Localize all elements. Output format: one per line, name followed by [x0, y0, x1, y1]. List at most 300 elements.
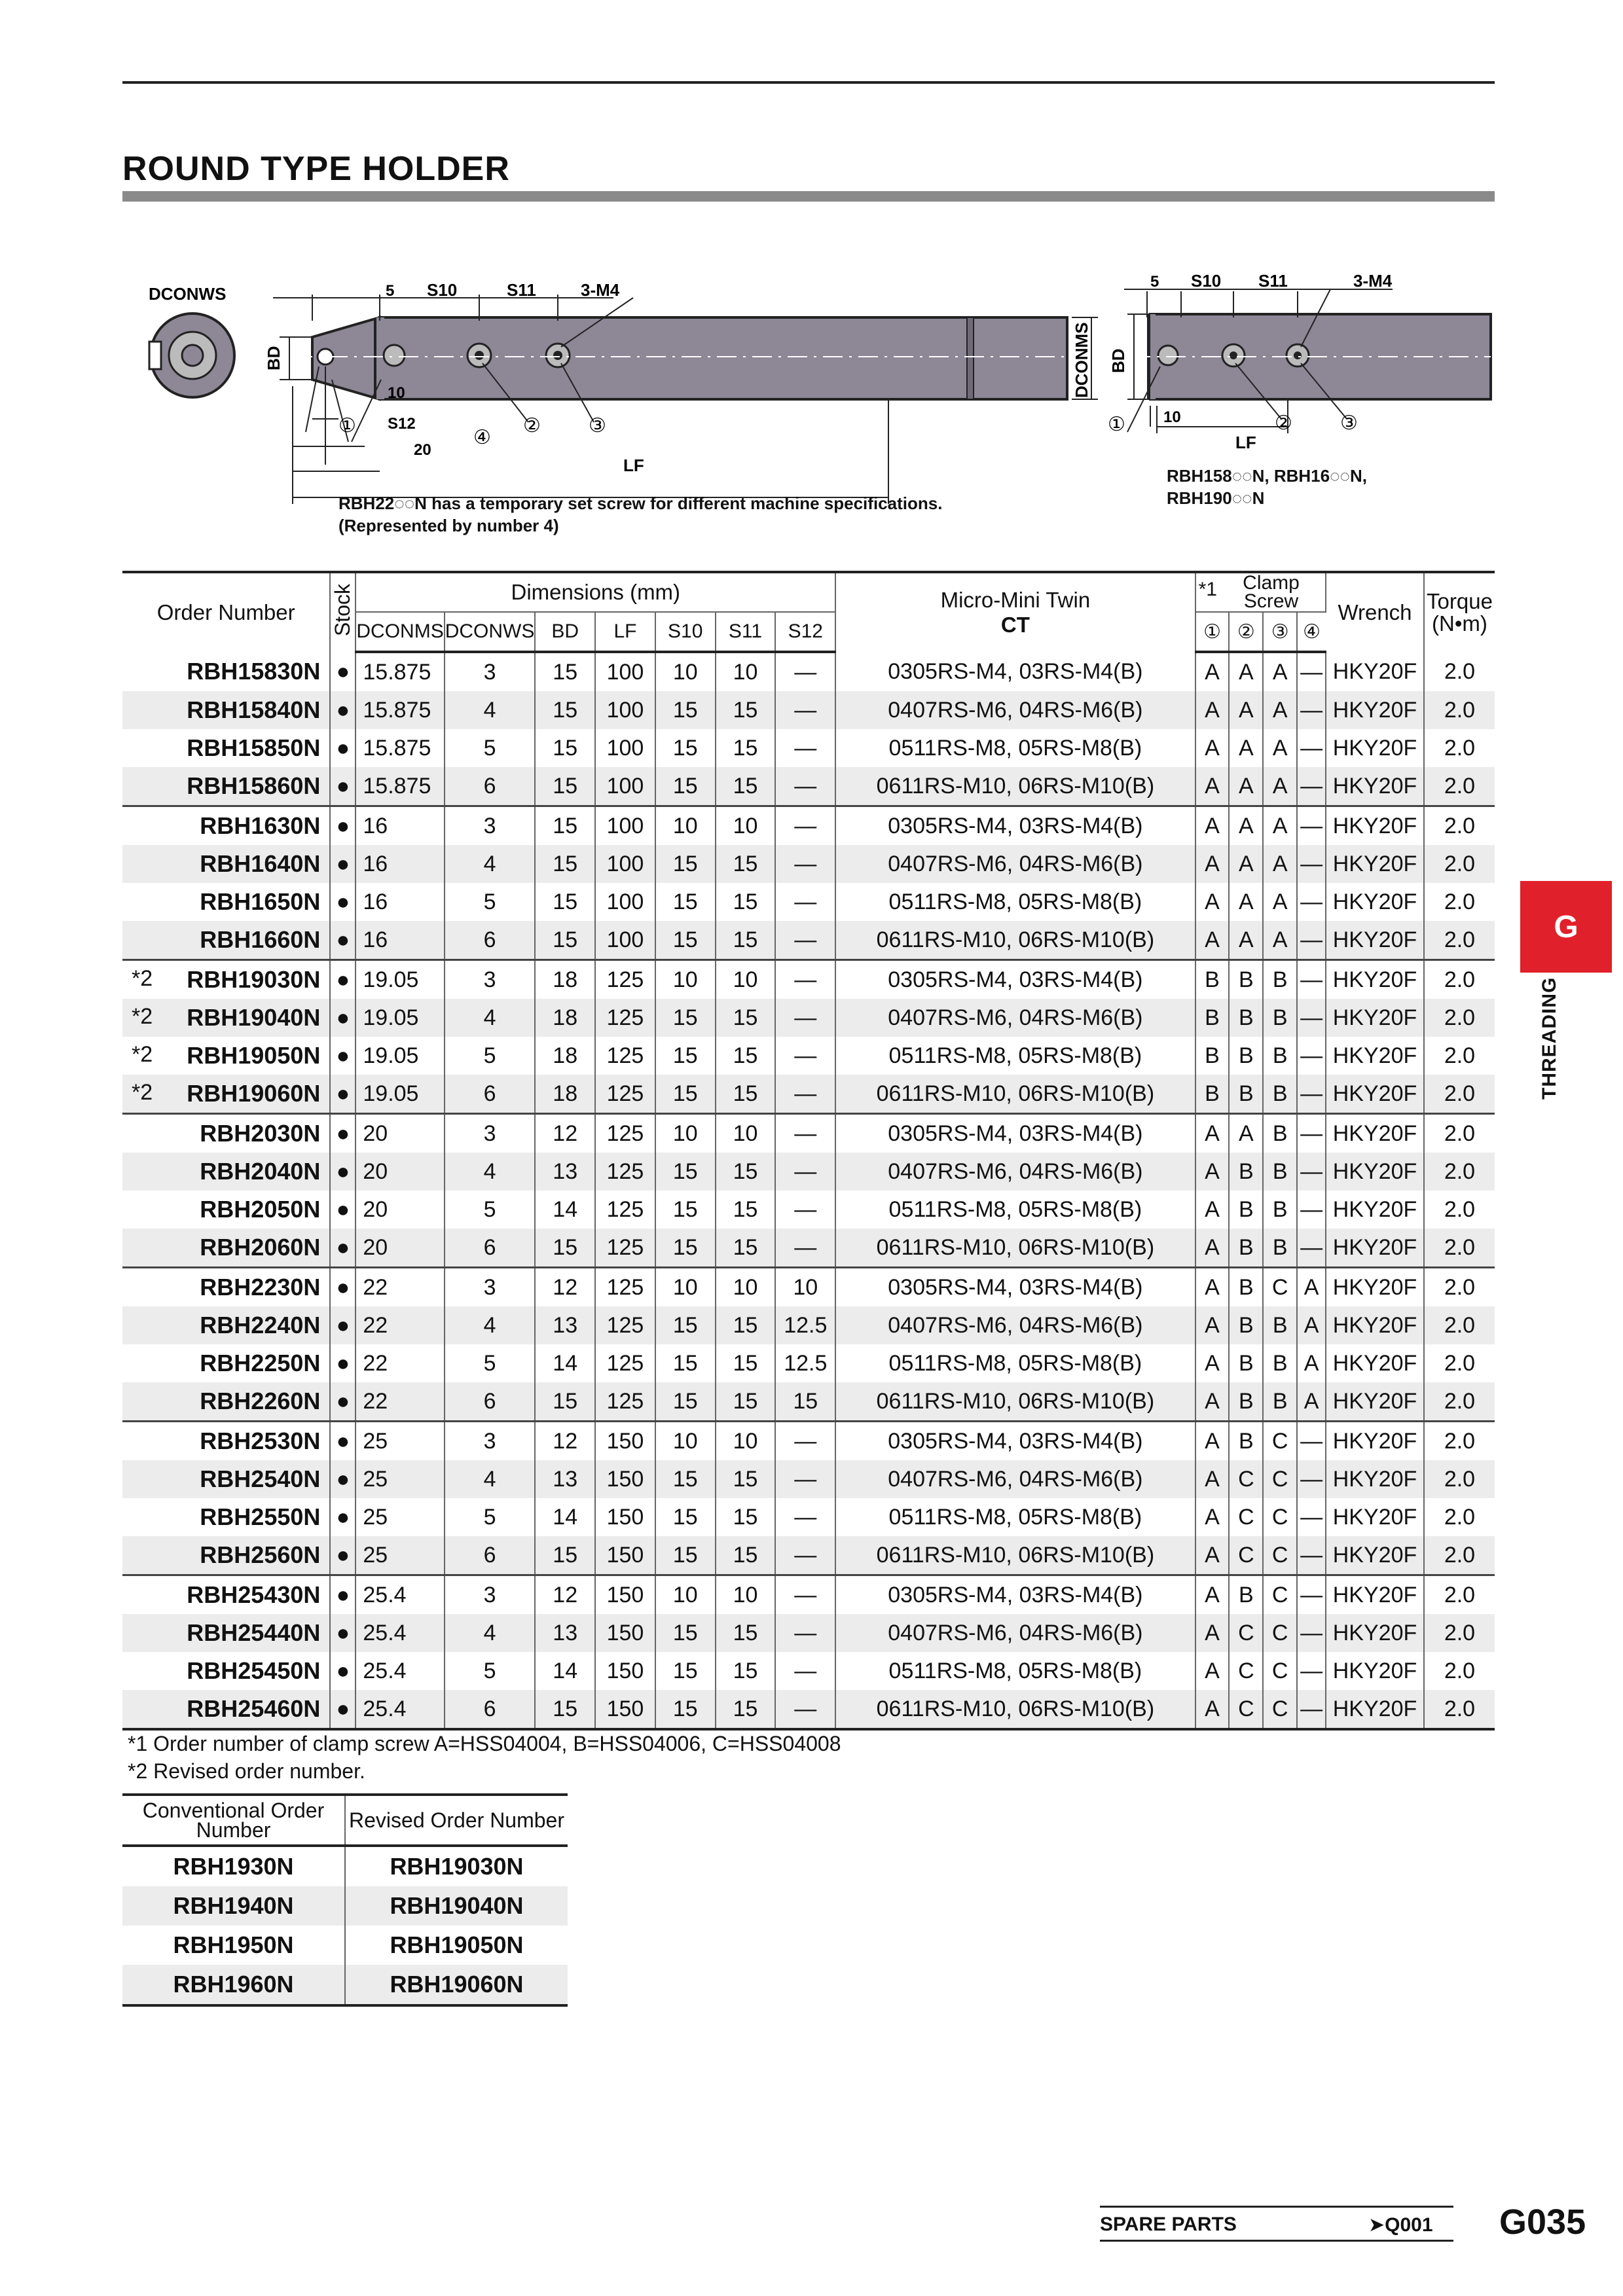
cell-ct: 0511RS-M8, 05RS-M8(B) [835, 1037, 1195, 1075]
cell-lf: 100 [595, 845, 655, 883]
cell-s10: 15 [655, 1614, 716, 1652]
cell-stock: ● [330, 999, 356, 1037]
cell-dconws: 6 [445, 1075, 536, 1114]
cell-clamp-2: A [1229, 729, 1263, 767]
order-number-text: RBH25460N [187, 1695, 321, 1722]
cell-s12: — [775, 1229, 835, 1268]
cell-order-number [122, 1037, 330, 1075]
cell-order-number [122, 806, 330, 846]
callout-1: ① [338, 415, 356, 437]
cell-clamp-1: A [1195, 1344, 1230, 1382]
cell-order-number [122, 1306, 330, 1344]
cell-clamp-2: C [1229, 1652, 1263, 1690]
cell-stock: ● [330, 1382, 356, 1422]
cell-clamp-2: C [1229, 1614, 1263, 1652]
cell-s10: 15 [655, 883, 716, 921]
cell-order-number [122, 845, 330, 883]
cell-clamp-2: B [1229, 1153, 1263, 1191]
order-number-text: RBH19040N [187, 1004, 321, 1031]
cell-clamp-1: A [1195, 921, 1230, 960]
col-bd: BD [535, 612, 595, 652]
cell-stock: ● [330, 960, 356, 999]
callout-4: ④ [473, 427, 491, 448]
cell-clamp-4: A [1297, 1382, 1326, 1422]
cell-dconms: 25.4 [356, 1614, 444, 1652]
dim-s10: S10 [427, 280, 458, 300]
table-row [122, 729, 1495, 767]
table-row [122, 806, 1495, 846]
section-tab[interactable]: G [1520, 881, 1612, 973]
order-number-text: RBH15850N [187, 734, 321, 761]
cell-stock: ● [330, 1075, 356, 1114]
cell-revised: RBH19050N [390, 1931, 524, 1958]
order-number-text: RBH2550N [200, 1503, 321, 1530]
cell-s10: 15 [655, 1536, 716, 1575]
cell-lf: 100 [595, 652, 655, 691]
cell-dconms: 15.875 [356, 729, 444, 767]
cell-stock: ● [330, 1268, 356, 1307]
cell-bd: 12 [535, 1575, 595, 1615]
cell-clamp-3: C [1263, 1422, 1297, 1461]
cell-dconms: 25 [356, 1422, 444, 1461]
cell-clamp-1: A [1195, 1306, 1230, 1344]
cell-lf: 125 [595, 999, 655, 1037]
cell-clamp-3: A [1263, 845, 1297, 883]
col-s12: S12 [775, 612, 835, 652]
cell-s10: 15 [655, 1382, 716, 1422]
cell-order-number [122, 1536, 330, 1575]
cell-ct: 0611RS-M10, 06RS-M10(B) [835, 921, 1195, 960]
cell-clamp-4: — [1297, 1229, 1326, 1268]
cell-stock: ● [330, 1191, 356, 1229]
cell-clamp-2: A [1229, 845, 1263, 883]
cell-clamp-4: — [1297, 806, 1326, 846]
col-dconws: DCONWS [445, 612, 536, 652]
col-clamp-4: ④ [1297, 612, 1326, 652]
cell-dconws: 4 [445, 691, 536, 729]
cell-dconws: 4 [445, 1153, 536, 1191]
order-number-text: RBH2240N [200, 1312, 321, 1338]
cell-dconws: 6 [445, 1382, 536, 1422]
conversion-row [122, 1846, 568, 1886]
cell-wrench: HKY20F [1326, 883, 1424, 921]
table-row [122, 1575, 1495, 1615]
cell-clamp-4: — [1297, 1422, 1326, 1461]
table-row [122, 1498, 1495, 1536]
cell-ct: 0305RS-M4, 03RS-M4(B) [835, 1114, 1195, 1153]
cell-wrench: HKY20F [1326, 652, 1424, 691]
cell-s10: 15 [655, 1498, 716, 1536]
cell-wrench: HKY20F [1326, 1229, 1424, 1268]
revised-mark: *2 [132, 966, 153, 991]
cell-ct: 0611RS-M10, 06RS-M10(B) [835, 1690, 1195, 1729]
cell-lf: 100 [595, 767, 655, 806]
cell-torque: 2.0 [1424, 1614, 1495, 1652]
cell-s11: 15 [716, 767, 776, 806]
cell-s12: — [775, 1536, 835, 1575]
cell-torque: 2.0 [1444, 1196, 1476, 1222]
cell-torque: 2.0 [1444, 1428, 1476, 1454]
cell-bd: 13 [535, 1614, 595, 1652]
col-clamp-3: ③ [1263, 612, 1297, 652]
cell-dconms: 19.05 [356, 999, 444, 1037]
col-torque: Torque (N•m) [1424, 572, 1495, 652]
cell-s10: 10 [655, 1268, 716, 1307]
cell-dconws: 6 [445, 921, 536, 960]
cell-s12: — [775, 1690, 835, 1729]
cell-clamp-2: C [1229, 1536, 1263, 1575]
cell-clamp-4: — [1297, 691, 1326, 729]
order-number-text: RBH2250N [200, 1350, 321, 1376]
order-number-text: RBH2060N [200, 1234, 321, 1261]
table-row [122, 1114, 1495, 1153]
order-number-text: RBH19030N [187, 966, 321, 993]
end-view-label: DCONWS [149, 284, 227, 304]
cell-s10: 10 [655, 652, 716, 691]
cell-s11: 15 [716, 1344, 776, 1382]
cell-clamp-4: A [1297, 1306, 1326, 1344]
cell-clamp-4: — [1297, 652, 1326, 691]
cell-s12: — [775, 1575, 835, 1615]
cell-s11: 15 [716, 1652, 776, 1690]
dim-dconms: DCONMS [1072, 322, 1091, 398]
cell-lf: 125 [595, 1075, 655, 1114]
cell-stock: ● [330, 1306, 356, 1344]
cell-stock: ● [330, 1229, 356, 1268]
cell-dconws: 3 [445, 806, 536, 846]
cell-stock: ● [330, 883, 356, 921]
cell-order-number [122, 1114, 330, 1153]
cell-dconms: 25.4 [356, 1575, 444, 1615]
right-caption-2: RBH190◌◌N [1167, 488, 1265, 508]
cell-s10: 10 [655, 1575, 716, 1615]
cell-order-number [122, 1652, 330, 1690]
cell-wrench: HKY20F [1326, 1153, 1424, 1191]
cell-dconms: 16 [356, 883, 444, 921]
cell-clamp-3: B [1263, 1075, 1297, 1114]
cell-stock: ● [330, 1614, 356, 1652]
cell-s12: — [775, 1037, 835, 1075]
cell-dconws: 5 [445, 1191, 536, 1229]
cell-stock: ● [330, 691, 356, 729]
cell-clamp-3: C [1263, 1498, 1297, 1536]
cell-torque: 2.0 [1424, 1690, 1495, 1729]
cell-dconms: 25 [356, 1498, 444, 1536]
cell-dconws: 4 [445, 1460, 536, 1498]
col-s10: S10 [655, 612, 716, 652]
cell-s10: 15 [655, 1344, 716, 1382]
cell-dconws: 5 [445, 1037, 536, 1075]
cell-stock: ● [330, 1498, 356, 1536]
cell-dconws: 5 [445, 883, 536, 921]
cell-clamp-2: C [1229, 1690, 1263, 1729]
cell-s10: 10 [655, 1114, 716, 1153]
table-row [122, 999, 1495, 1037]
cell-dconws: 4 [445, 845, 536, 883]
col-ct: Micro-Mini Twin CT [835, 572, 1195, 652]
cell-s10: 15 [655, 1229, 716, 1268]
cell-ct: 0407RS-M6, 04RS-M6(B) [835, 1306, 1195, 1344]
cell-clamp-4: — [1297, 729, 1326, 767]
table-row [122, 883, 1495, 921]
cell-dconws: 5 [445, 729, 536, 767]
table-row [122, 1229, 1495, 1268]
cell-lf: 125 [595, 960, 655, 999]
cell-dconms: 19.05 [356, 960, 444, 999]
table-row [122, 1690, 1495, 1729]
cell-wrench: HKY20F [1326, 729, 1424, 767]
cell-s12: — [775, 806, 835, 846]
dim-s12: S12 [388, 415, 416, 433]
cell-s12: — [775, 960, 835, 999]
dim-s10-right: S10 [1191, 271, 1222, 291]
cell-lf: 150 [595, 1575, 655, 1615]
cell-bd: 14 [535, 1344, 595, 1382]
cell-stock: ● [330, 1575, 356, 1615]
cell-dconms: 15.875 [356, 767, 444, 806]
cell-ct: 0511RS-M8, 05RS-M8(B) [835, 1498, 1195, 1536]
cell-wrench: HKY20F [1326, 1114, 1424, 1153]
cell-clamp-3: C [1263, 1575, 1297, 1615]
cell-s12: — [775, 1498, 835, 1536]
cell-s11: 15 [716, 1614, 776, 1652]
cell-wrench: HKY20F [1326, 1460, 1424, 1498]
cell-wrench: HKY20F [1326, 1268, 1424, 1307]
cell-clamp-2: B [1229, 1268, 1263, 1307]
cell-lf: 125 [595, 1191, 655, 1229]
order-number-text: RBH2560N [200, 1541, 321, 1568]
footer-rule-top [1100, 2206, 1453, 2208]
cell-order-number [122, 1498, 330, 1536]
cell-clamp-1: A [1195, 1652, 1230, 1690]
order-number-text: RBH1660N [200, 926, 321, 953]
cell-clamp-2: B [1229, 1575, 1263, 1615]
col-wrench: Wrench [1326, 572, 1424, 652]
col-clamp-1: ① [1195, 612, 1230, 652]
cell-lf: 125 [595, 1382, 655, 1422]
cell-wrench: HKY20F [1326, 1614, 1424, 1652]
cell-dconms: 25.4 [356, 1652, 444, 1690]
cell-clamp-4: — [1297, 1114, 1326, 1153]
cell-lf: 100 [595, 729, 655, 767]
cell-wrench: HKY20F [1326, 845, 1424, 883]
cell-ct: 0511RS-M8, 05RS-M8(B) [835, 1344, 1195, 1382]
cell-s12: — [775, 883, 835, 921]
callout-2-right: ② [1275, 412, 1292, 434]
cell-ct: 0407RS-M6, 04RS-M6(B) [835, 1153, 1195, 1191]
cell-clamp-2: B [1229, 1382, 1263, 1422]
cell-wrench: HKY20F [1326, 1690, 1424, 1729]
cell-clamp-2: B [1229, 999, 1263, 1037]
cell-clamp-1: A [1195, 691, 1230, 729]
dim-lf: LF [623, 456, 644, 475]
cell-torque: 2.0 [1424, 845, 1495, 883]
cell-clamp-3: B [1263, 1114, 1297, 1153]
cell-ct: 0305RS-M4, 03RS-M4(B) [835, 1422, 1195, 1461]
cell-bd: 15 [535, 729, 595, 767]
cell-lf: 150 [595, 1536, 655, 1575]
table-row [122, 1153, 1495, 1191]
cell-dconws: 3 [445, 652, 536, 691]
cell-s12: — [775, 845, 835, 883]
cell-dconws: 3 [445, 1422, 536, 1461]
cell-s12: — [775, 1114, 835, 1153]
cell-clamp-1: A [1195, 652, 1230, 691]
section-label: THREADING [1539, 977, 1560, 1100]
cell-clamp-4: — [1297, 1690, 1326, 1729]
table-row [122, 1075, 1495, 1114]
cell-bd: 13 [535, 1460, 595, 1498]
order-conversion-table [122, 1793, 568, 2007]
cell-wrench: HKY20F [1326, 1344, 1424, 1382]
cell-s10: 15 [655, 729, 716, 767]
cell-s11: 10 [716, 960, 776, 999]
order-number-text: RBH2040N [200, 1158, 321, 1185]
cell-order-number [122, 999, 330, 1037]
cell-conventional: RBH1930N [122, 1846, 345, 1886]
cell-torque: 2.0 [1424, 1460, 1495, 1498]
cell-s12: — [775, 1460, 835, 1498]
cell-bd: 14 [535, 1191, 595, 1229]
cell-torque: 2.0 [1444, 967, 1476, 992]
table-row [122, 845, 1495, 883]
conversion-row [122, 1926, 568, 1965]
col-stock: Stock [330, 572, 356, 652]
order-number-text: RBH1630N [200, 812, 321, 839]
cell-dconms: 15.875 [356, 691, 444, 729]
cell-order-number [122, 652, 330, 691]
footer-rule-bottom [1100, 2240, 1453, 2242]
cell-s10: 15 [655, 921, 716, 960]
cell-clamp-3: B [1263, 1306, 1297, 1344]
cell-s12: 12.5 [775, 1344, 835, 1382]
order-number-text: RBH2530N [200, 1427, 321, 1454]
cell-s11: 15 [716, 729, 776, 767]
dim-5-right: 5 [1150, 273, 1159, 291]
cell-s10: 15 [655, 845, 716, 883]
drawing-note-2: (Represented by number 4) [338, 516, 559, 535]
holder-side-view [293, 317, 1085, 399]
col-s11: S11 [716, 612, 776, 652]
cell-clamp-4: — [1297, 1075, 1326, 1114]
cell-s10: 10 [655, 960, 716, 999]
col-dconms: DCONMS [356, 612, 444, 652]
footer-ref-link[interactable]: ➤Q001 [1368, 2214, 1433, 2236]
cell-dconws: 6 [445, 1229, 536, 1268]
cell-ct: 0611RS-M10, 06RS-M10(B) [835, 1382, 1195, 1422]
cell-order-number [122, 1229, 330, 1268]
cell-revised: RBH19030N [390, 1853, 524, 1880]
cell-s11: 15 [716, 845, 776, 883]
cell-clamp-2: B [1229, 1344, 1263, 1382]
cell-s10: 10 [655, 806, 716, 846]
cell-lf: 150 [595, 1498, 655, 1536]
cell-clamp-2: B [1229, 1075, 1263, 1114]
cell-clamp-4: — [1297, 767, 1326, 806]
cell-clamp-3: B [1263, 1382, 1297, 1422]
cell-s12: 15 [775, 1382, 835, 1422]
cell-dconws: 4 [445, 999, 536, 1037]
cell-conventional: RBH1960N [122, 1965, 345, 2005]
cell-order-number [122, 1575, 330, 1615]
conversion-row [122, 1886, 568, 1926]
cell-dconms: 22 [356, 1306, 444, 1344]
cell-stock: ● [330, 1536, 356, 1575]
cell-s10: 15 [655, 1690, 716, 1729]
dim-5: 5 [386, 282, 395, 300]
dim-10: 10 [388, 384, 405, 402]
top-rule [122, 81, 1495, 84]
cell-s10: 15 [655, 767, 716, 806]
page-number: G035 [1499, 2202, 1586, 2242]
cell-clamp-1: A [1195, 845, 1230, 883]
cell-clamp-4: — [1297, 1536, 1326, 1575]
cell-bd: 15 [535, 845, 595, 883]
cell-lf: 125 [595, 1229, 655, 1268]
table-row [122, 1614, 1495, 1652]
cell-s11: 10 [716, 652, 776, 691]
cell-lf: 125 [595, 1153, 655, 1191]
cell-ct: 0305RS-M4, 03RS-M4(B) [835, 806, 1195, 846]
cell-torque: 2.0 [1444, 1658, 1476, 1683]
cell-order-number [122, 921, 330, 960]
cell-clamp-3: A [1263, 921, 1297, 960]
cell-clamp-2: B [1229, 1037, 1263, 1075]
cell-clamp-3: A [1263, 691, 1297, 729]
cell-bd: 13 [535, 1306, 595, 1344]
cell-s10: 10 [655, 1422, 716, 1461]
cell-stock: ● [330, 1344, 356, 1382]
page-title: ROUND TYPE HOLDER [122, 150, 510, 188]
order-number-text: RBH19060N [187, 1080, 321, 1107]
cell-torque: 2.0 [1444, 1043, 1476, 1068]
cell-order-number [122, 729, 330, 767]
cell-stock: ● [330, 1153, 356, 1191]
cell-dconms: 22 [356, 1268, 444, 1307]
cell-bd: 15 [535, 1536, 595, 1575]
cell-wrench: HKY20F [1326, 806, 1424, 846]
cell-clamp-3: B [1263, 1229, 1297, 1268]
cell-bd: 15 [535, 767, 595, 806]
cell-dconms: 19.05 [356, 1075, 444, 1114]
cell-torque: 2.0 [1444, 1350, 1476, 1376]
cell-clamp-3: A [1263, 767, 1297, 806]
cell-dconms: 16 [356, 845, 444, 883]
cell-wrench: HKY20F [1326, 1652, 1424, 1690]
order-number-text: RBH2050N [200, 1196, 321, 1223]
cell-dconws: 5 [445, 1652, 536, 1690]
cell-clamp-4: — [1297, 1498, 1326, 1536]
cell-stock: ● [330, 1460, 356, 1498]
cell-torque: 2.0 [1424, 767, 1495, 806]
cell-stock: ● [330, 1690, 356, 1729]
col-order-number: Order Number [122, 572, 330, 652]
cell-torque: 2.0 [1424, 1229, 1495, 1268]
cell-order-number [122, 960, 330, 999]
cell-dconms: 25 [356, 1536, 444, 1575]
cell-lf: 150 [595, 1460, 655, 1498]
cell-s11: 15 [716, 1460, 776, 1498]
cell-dconws: 5 [445, 1498, 536, 1536]
cell-bd: 12 [535, 1268, 595, 1307]
cell-clamp-3: B [1263, 999, 1297, 1037]
callout-3: ③ [589, 415, 606, 437]
cell-wrench: HKY20F [1326, 1075, 1424, 1114]
cell-torque: 2.0 [1424, 1536, 1495, 1575]
cell-wrench: HKY20F [1326, 960, 1424, 999]
order-number-text: RBH25450N [187, 1657, 321, 1684]
cell-clamp-1: A [1195, 1422, 1230, 1461]
